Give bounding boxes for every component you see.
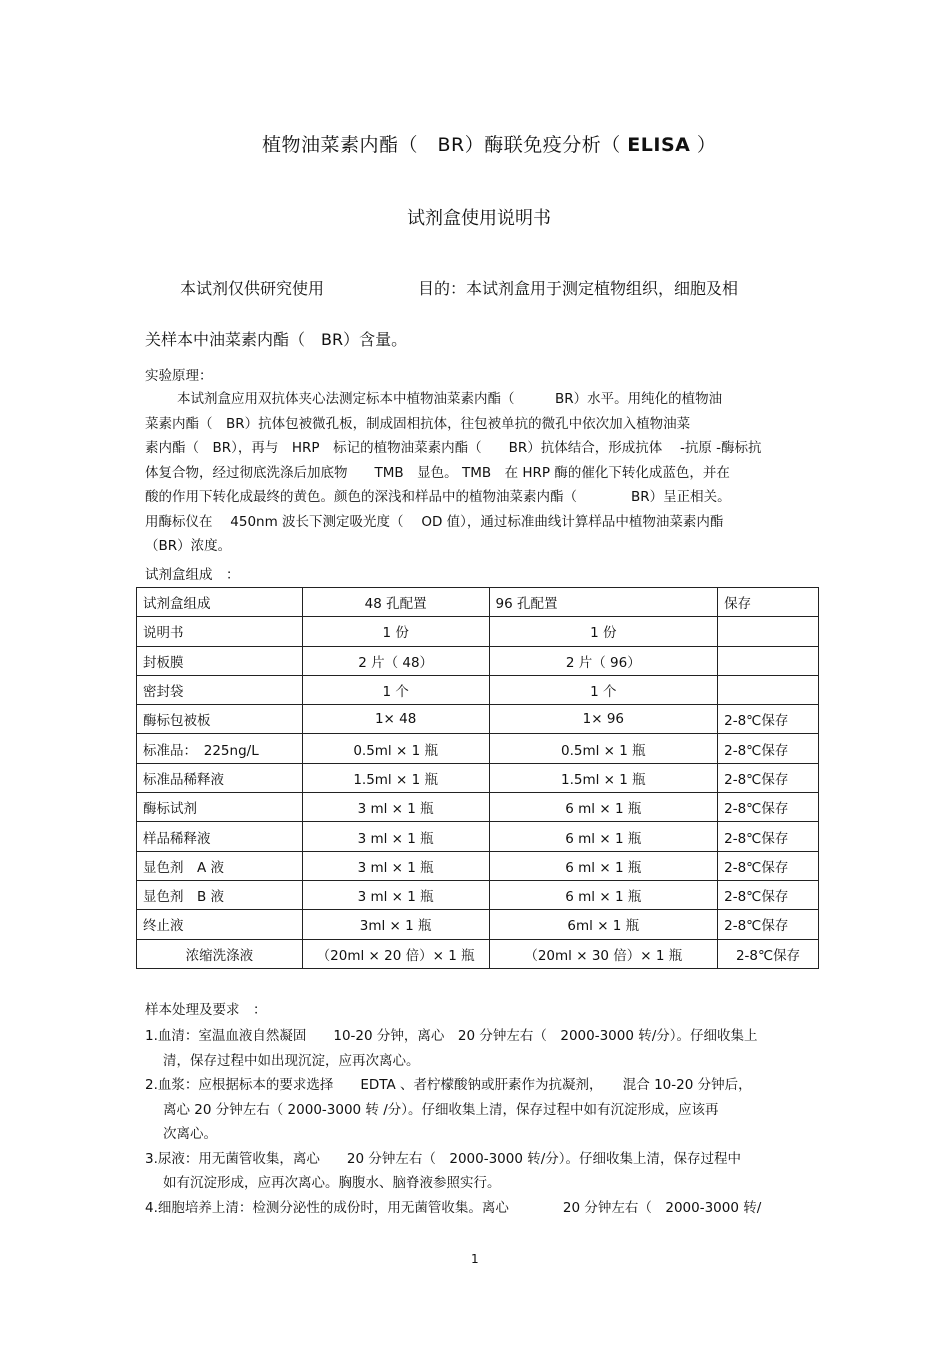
purpose-line-2: 关样本中油菜素内酯（ BR）含量。 (145, 330, 408, 349)
table-cell: 2-8℃保存 (718, 910, 819, 939)
table-header-cell: 48 孔配置 (302, 588, 489, 617)
document-title-end: ） (696, 134, 717, 156)
table-cell: 3ml × 1 瓶 (302, 910, 489, 939)
table-row (137, 734, 819, 763)
principle-line: （BR）浓度。 (145, 538, 232, 554)
table-cell: 3 ml × 1 瓶 (302, 851, 489, 880)
table-cell: 3 ml × 1 瓶 (302, 880, 489, 909)
table-cell: 6 ml × 1 瓶 (489, 793, 718, 822)
table-cell: 2-8℃保存 (718, 880, 819, 909)
table-cell: 1× 96 (489, 705, 718, 734)
table-cell: 2 片（ 48） (302, 646, 489, 675)
sample-line: 2.血浆：应根据标本的要求选择 EDTA 、者柠檬酸钠或肝素作为抗凝剂， 混合 10-20 分钟后， (145, 1077, 752, 1093)
table-cell (718, 675, 819, 704)
table-cell: 6 ml × 1 瓶 (489, 822, 718, 851)
table-header-row (137, 588, 819, 617)
table-cell: 6 ml × 1 瓶 (489, 880, 718, 909)
table-row (137, 675, 819, 704)
table-cell: 2-8℃保存 (718, 705, 819, 734)
sample-line: 清，保存过程中如出现沉淀，应再次离心。 (163, 1052, 420, 1069)
kit-composition-table (136, 587, 819, 969)
principle-line: 体复合物，经过彻底洗涤后加底物 TMB 显色。 TMB 在 HRP 酶的催化下转化成蓝色，并在 (145, 464, 730, 481)
table-cell: 封板膜 (137, 646, 303, 675)
sample-line: 如有沉淀形成，应再次离心。胸腹水、脑脊液参照实行。 (163, 1175, 501, 1191)
table-row (137, 793, 819, 822)
table-cell: 0.5ml × 1 瓶 (489, 734, 718, 763)
table-cell: 1 个 (302, 675, 489, 704)
table-cell: 密封袋 (137, 675, 303, 704)
principle-line: 用酶标仪在 450nm 波长下测定吸光度（ OD 值），通过标准曲线计算样品中植物油菜素内酯 (145, 513, 724, 530)
table-row (137, 763, 819, 792)
table-cell (718, 646, 819, 675)
samples-heading: 样本处理及要求 ： (145, 1002, 267, 1018)
table-row (137, 646, 819, 675)
table-cell: 3 ml × 1 瓶 (302, 793, 489, 822)
table-cell: 显色剂 A 液 (137, 851, 303, 880)
table-row (137, 822, 819, 851)
table-cell: 2-8℃保存 (718, 734, 819, 763)
table-cell: 浓缩洗涤液 (137, 939, 303, 968)
table-header-cell: 保存 (718, 588, 819, 617)
table-row (137, 617, 819, 646)
table-cell: 标准品稀释液 (137, 763, 303, 792)
table-cell: 说明书 (137, 617, 303, 646)
table-cell: （20ml × 20 倍）× 1 瓶 (302, 939, 489, 968)
table-row (137, 705, 819, 734)
table-cell: 1.5ml × 1 瓶 (302, 763, 489, 792)
table-cell: 6 ml × 1 瓶 (489, 851, 718, 880)
principle-line: 酸的作用下转化成最终的黄色。颜色的深浅和样品中的植物油菜素内酯（ BR）呈正相关。 (145, 489, 731, 505)
sample-line: 4.细胞培养上清：检测分泌性的成份时，用无菌管收集。离心 20 分钟左右（ 2000-3000 转/ (145, 1199, 762, 1216)
table-row (137, 851, 819, 880)
principle-line: 菜素内酯（ BR）抗体包被微孔板，制成固相抗体，往包被单抗的微孔中依次加入植物油菜 (145, 415, 691, 432)
table-cell: 酶标包被板 (137, 705, 303, 734)
table-header-cell: 试剂盒组成 (137, 588, 303, 617)
samples-section (145, 1024, 761, 1220)
document-subtitle: 试剂盒使用说明书 (407, 208, 551, 229)
table-row (137, 939, 819, 968)
sample-line: 3.尿液：用无菌管收集，离心 20 分钟左右（ 2000-3000 转/分）。仔细收集上清，保存过程中 (145, 1150, 742, 1167)
table-row (137, 880, 819, 909)
table-cell: 标准品： 225ng/L (137, 734, 303, 763)
document-title-elisa: ELISA (627, 134, 691, 156)
table-cell: 2-8℃保存 (718, 822, 819, 851)
principle-heading: 实验原理： (145, 368, 213, 384)
table-row (137, 910, 819, 939)
table-cell: 2 片（ 96） (489, 646, 718, 675)
table-cell: 1× 48 (302, 705, 489, 734)
kit-heading: 试剂盒组成 ： (145, 567, 240, 583)
table-cell: 6ml × 1 瓶 (489, 910, 718, 939)
table-cell: 2-8℃保存 (718, 851, 819, 880)
research-only-notice: 本试剂仅供研究使用 (180, 279, 325, 298)
table-cell: 2-8℃保存 (718, 939, 819, 968)
table-cell: 显色剂 B 液 (137, 880, 303, 909)
table-cell: 0.5ml × 1 瓶 (302, 734, 489, 763)
table-cell: 1 份 (302, 617, 489, 646)
table-cell: 终止液 (137, 910, 303, 939)
page-number: 1 (471, 1252, 479, 1266)
table-cell: 酶标试剂 (137, 793, 303, 822)
table-cell: 1 份 (489, 617, 718, 646)
principle-line: 本试剂盒应用双抗体夹心法测定标本中植物油菜素内酯（ BR）水平。用纯化的植物油 (177, 391, 723, 407)
table-cell: 3 ml × 1 瓶 (302, 822, 489, 851)
table-cell: 1 个 (489, 675, 718, 704)
document-title-main: 植物油菜素内酯（ BR）酶联免疫分析（ (262, 134, 621, 156)
principle-paragraph (145, 387, 762, 559)
table-cell: 2-8℃保存 (718, 793, 819, 822)
table-cell: （20ml × 30 倍）× 1 瓶 (489, 939, 718, 968)
purpose-line-1: 目的：本试剂盒用于测定植物组织，细胞及相 (418, 279, 739, 298)
document-title (262, 130, 716, 157)
table-cell: 样品稀释液 (137, 822, 303, 851)
sample-line: 次离心。 (163, 1126, 217, 1142)
principle-line: 素内酯（ BR），再与 HRP 标记的植物油菜素内酯（ BR）抗体结合，形成抗体 -抗原 -酶标抗 (145, 440, 762, 456)
table-cell: 2-8℃保存 (718, 763, 819, 792)
table-cell (718, 617, 819, 646)
table-header-cell: 96 孔配置 (489, 588, 718, 617)
sample-line: 1.血清：室温血液自然凝固 10-20 分钟，离心 20 分钟左右（ 2000-3000 转/分）。仔细收集上 (145, 1028, 758, 1044)
table-cell: 1.5ml × 1 瓶 (489, 763, 718, 792)
sample-line: 离心 20 分钟左右（ 2000-3000 转 /分）。仔细收集上清，保存过程中如有沉淀形成，应该再 (163, 1101, 719, 1118)
